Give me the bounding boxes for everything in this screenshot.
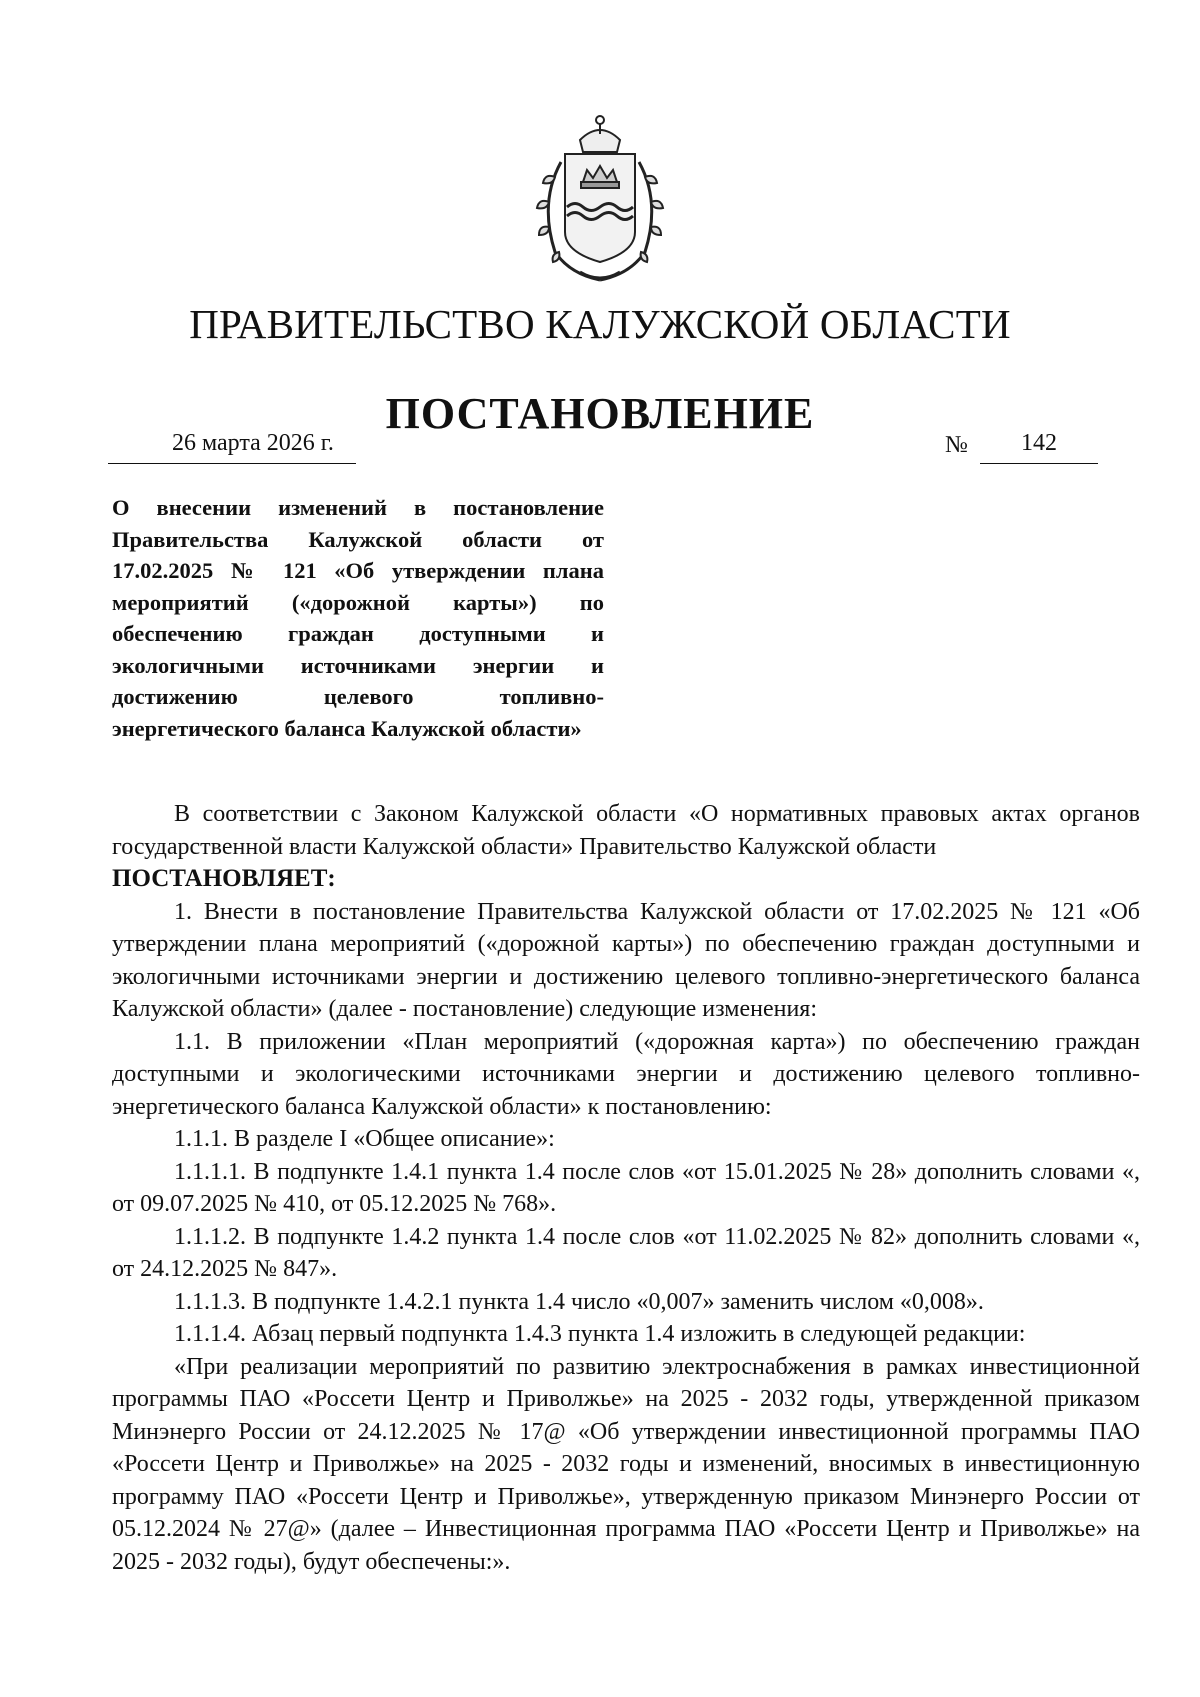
kaluga-coat-of-arms-icon — [525, 112, 675, 287]
document-body — [112, 798, 1140, 1578]
paragraph-1: 1. Внести в постановление Правительства Калужской области от 17.02.2025 № 121 «Об утверждении плана мероприятий («дорожной карты») по обеспечению граждан доступными и экологичными источниками энергии и достижению целевого топливно-энергетического баланса Калужской области» (далее - постановление) следующие изменения: — [112, 898, 1140, 1022]
document-type: ПОСТАНОВЛЕНИЕ — [385, 389, 815, 438]
quoted-paragraph: «При реализации мероприятий по развитию электроснабжения в рамках инвестиционной программы ПАО «Россети Центр и Приволжье» на 2025 - 2032 годы, утвержденной приказом Минэнерго России от 24.12.2025 № 17@ «Об утверждении инвестиционной программы ПАО «Россети Центр и Приволжье» на 2025 - 2032 годы и изменений, вносимых в инвестиционную программу ПАО «Россети Центр и Приволжье», утвержденную приказом Минэнерго России от 05.12.2024 № 27@» (далее – Инвестиционная программа ПАО «Россети Центр и Приволжье» на 2025 - 2032 годы), будут обеспечены:». — [112, 1353, 1140, 1575]
document-subject: О внесении изменений в постановление Правительства Калужской области от 17.02.2025 № 121 «Об утверждении плана мероприятий («дорожной карты») по обеспечению граждан доступными и экологичными источниками энергии и достижению целевого топливно-энергетического баланса Калужской области» — [112, 495, 604, 741]
number-label: № — [945, 432, 968, 458]
government-name: ПРАВИТЕЛЬСТВО КАЛУЖСКОЙ ОБЛАСТИ — [189, 301, 1011, 347]
paragraph-1-1-1: 1.1.1. В разделе I «Общее описание»: — [174, 1126, 555, 1152]
document-number: 142 — [980, 430, 1098, 464]
paragraph-1-1-1-3: 1.1.1.3. В подпункте 1.4.2.1 пункта 1.4 число «0,007» заменить числом «0,008». — [174, 1288, 984, 1315]
paragraph-1-1-1-2: 1.1.1.2. В подпункте 1.4.2 пункта 1.4 после слов «от 11.02.2025 № 82» дополнить словами «, от 24.12.2025 № 847». — [112, 1223, 1140, 1282]
paragraph-1-1-1-1: 1.1.1.1. В подпункте 1.4.1 пункта 1.4 после слов «от 15.01.2025 № 28» дополнить словами «, от 09.07.2025 № 410, от 05.12.2025 № 768». — [112, 1158, 1140, 1217]
paragraph-1-1-1-4: 1.1.1.4. Абзац первый подпункта 1.4.3 пункта 1.4 изложить в следующей редакции: — [174, 1321, 1026, 1347]
resolves-heading: ПОСТАНОВЛЯЕТ: — [112, 865, 336, 892]
preamble: В соответствии с Законом Калужской области «О нормативных правовых актах органов государственной власти Калужской области» Правительство Калужской области — [112, 801, 1140, 860]
document-date: 26 марта 2026 г. — [108, 430, 356, 464]
paragraph-1-1: 1.1. В приложении «План мероприятий («дорожная карта») по обеспечению граждан доступными и экологическими источниками энергии и достижению целевого топливно-энергетического баланса Калужской области» к постановлению: — [112, 1028, 1140, 1120]
